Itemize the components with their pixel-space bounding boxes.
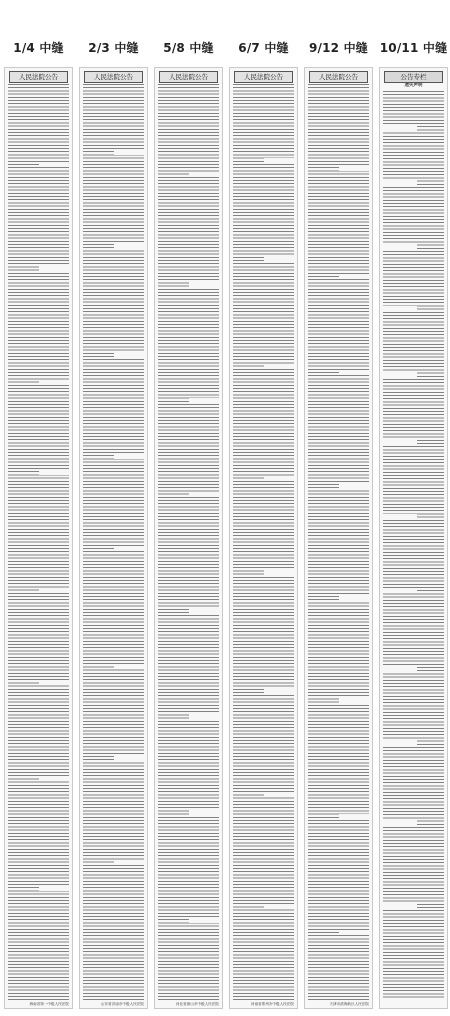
column-label: 6/7 中缝 [238,41,289,55]
column-6-7 [229,0,298,1016]
newspaper-page[interactable] [379,67,448,1009]
newspaper-page[interactable] [4,67,73,1009]
newspaper-page[interactable] [154,67,223,1009]
court-signature: 海南省第一中级人民法院 [29,1002,69,1006]
announcement-banner: 人民法院公告 [234,71,293,83]
newspaper-page[interactable] [79,67,148,1009]
column-5-8 [154,0,223,1016]
announcement-banner: 人民法院公告 [9,71,68,83]
court-signature: 山东省济南市中级人民法院 [100,1002,144,1006]
section-subhead: 遗失声明 [404,83,423,88]
column-9-12 [304,0,373,1016]
column-2-3 [79,0,148,1016]
newspaper-page[interactable] [229,67,298,1009]
column-label: 2/3 中缝 [88,41,139,55]
court-signature: 河北省唐山市中级人民法院 [175,1002,219,1006]
notice-text-block [308,84,369,1000]
notice-text-block [383,91,444,1000]
announcement-banner: 人民法院公告 [84,71,143,83]
court-signature: 河南省郑州市中级人民法院 [250,1002,294,1006]
column-label: 5/8 中缝 [163,41,214,55]
notice-text-block [158,84,219,1000]
announcement-banner: 公告专栏 [384,71,443,83]
column-1-4 [4,0,73,1016]
notice-text-block [8,84,69,1000]
column-label: 10/11 中缝 [379,41,448,55]
column-10-11 [379,0,448,1016]
page-layout [4,0,446,1016]
announcement-banner: 人民法院公告 [159,71,218,83]
newspaper-page[interactable] [304,67,373,1009]
column-label: 9/12 中缝 [308,41,368,55]
notice-text-block [233,84,294,1000]
announcement-banner: 人民法院公告 [309,71,368,83]
column-label: 1/4 中缝 [13,41,64,55]
court-signature: 天津市滨海新区人民法院 [329,1002,369,1006]
